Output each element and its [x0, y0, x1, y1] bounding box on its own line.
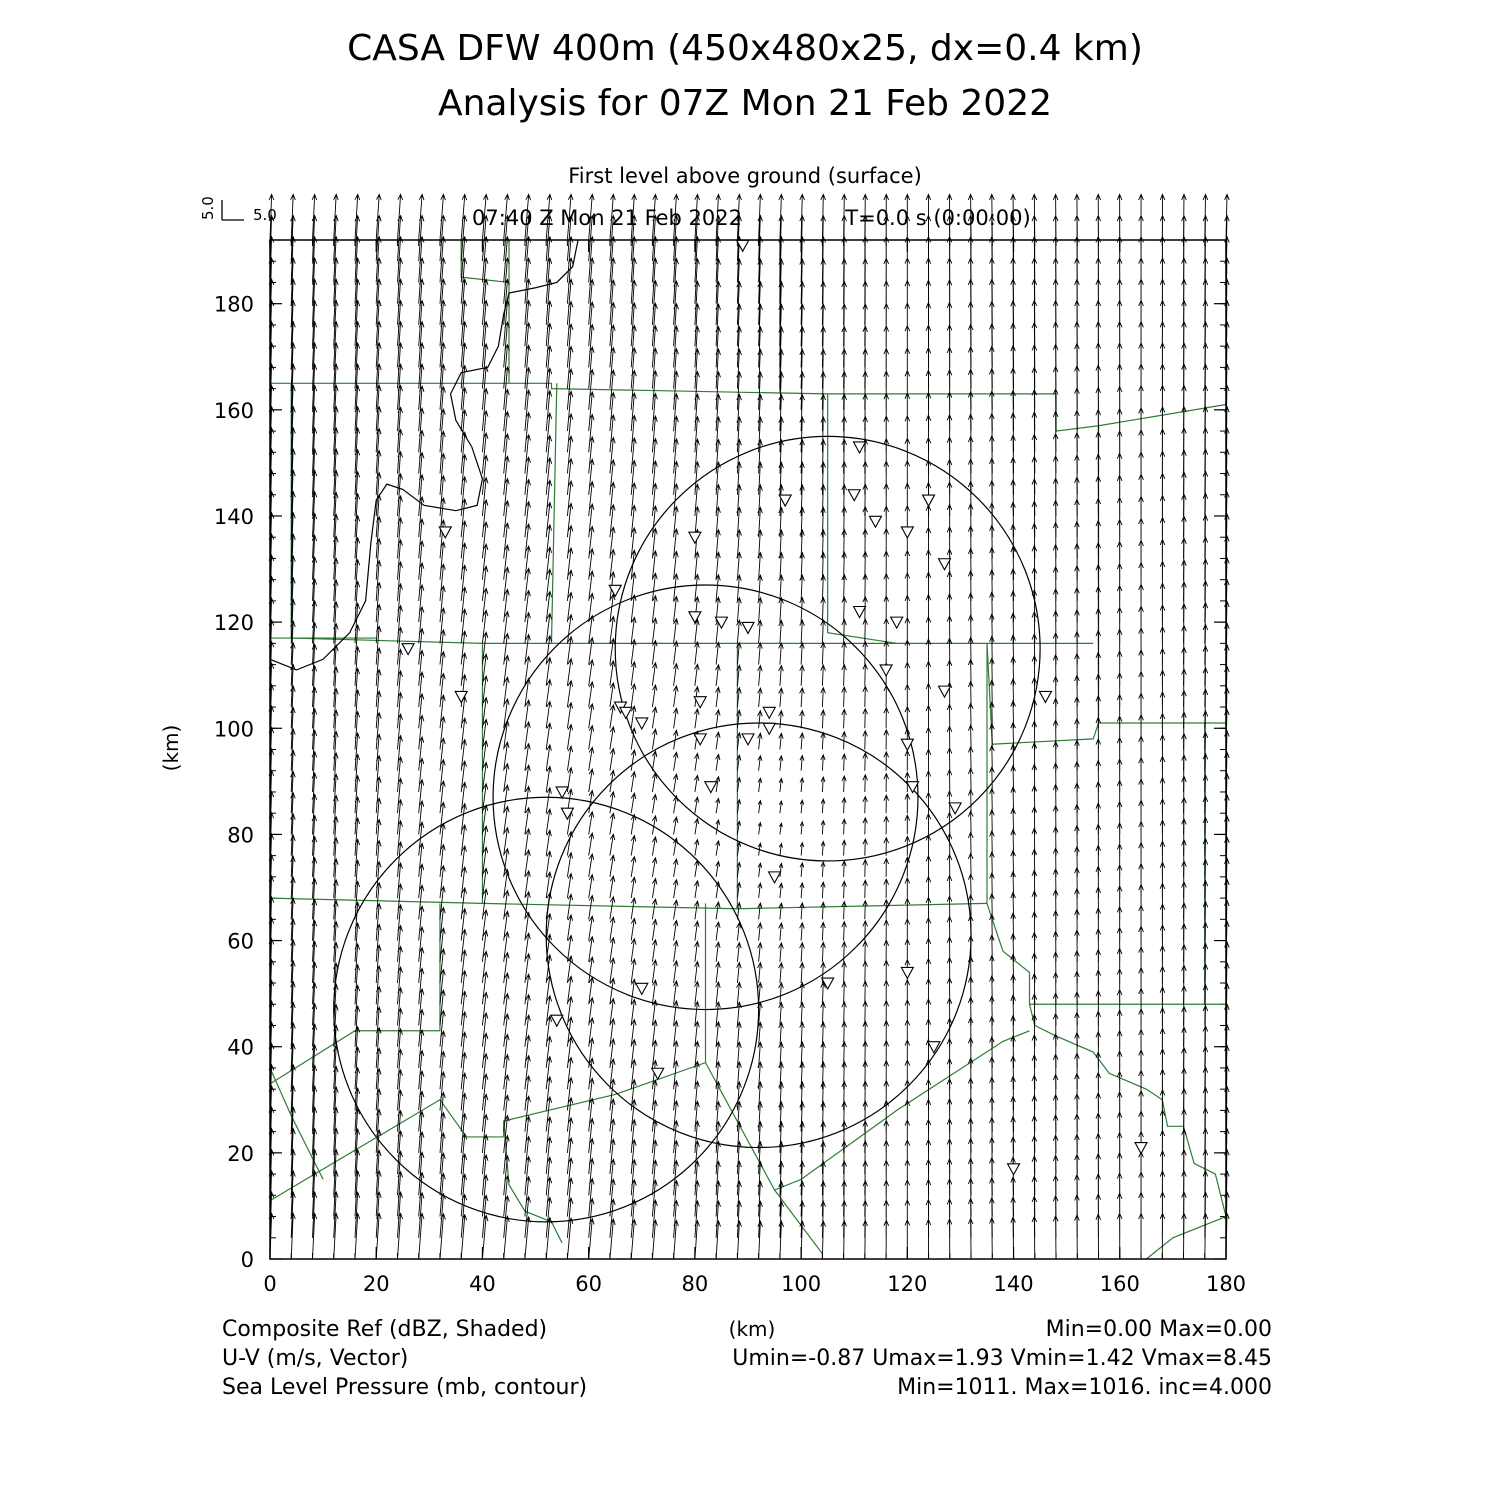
boundary-line: [270, 1068, 323, 1179]
vector-key-u-label: 5.0: [253, 206, 277, 224]
wind-vector-arrows: [269, 194, 1229, 1259]
x-tick-label: 20: [362, 1272, 390, 1296]
y-tick-label: 60: [227, 929, 254, 954]
radar-site-marker: [901, 527, 913, 538]
y-tick-label: 100: [213, 717, 254, 742]
boundary-line: [270, 903, 440, 1083]
x-tick-label: 60: [575, 1272, 603, 1296]
radar-site-marker: [923, 495, 935, 506]
vector-key: [199, 196, 277, 224]
radar-site-marker: [439, 527, 451, 538]
radar-site-marker: [689, 612, 701, 623]
x-tick-label: 180: [1205, 1272, 1247, 1296]
county-boundaries: [270, 240, 1226, 1259]
radar-site-marker: [551, 1015, 563, 1026]
radar-site-marker: [939, 686, 951, 697]
wind-vectors: [269, 194, 1229, 1259]
y-tick-label: 180: [213, 292, 254, 317]
radar-site-marker: [763, 723, 775, 734]
radar-site-marker: [763, 707, 775, 718]
footer-field2-label: U-V (m/s, Vector): [222, 1346, 409, 1371]
radar-site-marker: [848, 490, 860, 501]
y-tick-label: 160: [213, 398, 254, 423]
y-tick-label: 80: [227, 823, 254, 848]
y-tick-label: 20: [227, 1141, 254, 1166]
boundary-line: [551, 383, 556, 643]
radar-site-marker: [1039, 691, 1051, 702]
radar-site-marker: [556, 787, 568, 798]
radar-site-marker: [939, 559, 951, 570]
radar-site-marker: [869, 516, 881, 527]
elapsed-time-label: T=0.0 s (0:00:00): [845, 206, 1031, 230]
x-tick-label: 80: [681, 1272, 709, 1296]
radar-site-marker: [891, 617, 903, 628]
vector-key-v-label: 5.0: [199, 196, 217, 220]
footer-field2-range: Umin=-0.87 Umax=1.93 Vmin=1.42 Vmax=8.45: [732, 1346, 1272, 1371]
footer-field1-range: Min=0.00 Max=0.00: [1045, 1317, 1272, 1342]
x-tick-label: 120: [887, 1272, 928, 1296]
radar-site-marker: [402, 644, 414, 655]
boundary-line: [270, 383, 1056, 394]
boundary-line: [987, 903, 1226, 1216]
radar-site-marker: [949, 803, 961, 814]
y-tick-label: 120: [213, 611, 254, 636]
x-tick-label: 160: [1099, 1272, 1140, 1296]
x-tick-label: 100: [781, 1272, 822, 1296]
y-tick-label: 40: [227, 1035, 254, 1060]
x-tick-label: 0: [263, 1272, 277, 1296]
radar-site-marker: [901, 967, 913, 978]
radar-site-marker: [636, 718, 648, 729]
radar-site-marker: [880, 665, 892, 676]
boundary-line: [1146, 1217, 1226, 1259]
radar-site-marker: [694, 697, 706, 708]
boundary-line: [291, 383, 1093, 643]
footer-field3-label: Sea Level Pressure (mb, contour): [222, 1375, 588, 1400]
level-label: First level above ground (surface): [568, 164, 922, 188]
y-tick-label: 140: [213, 504, 254, 529]
valid-time-label: 07:40 Z Mon 21 Feb 2022: [472, 206, 742, 230]
footer-field1-label: Composite Ref (dBZ, Shaded): [222, 1317, 548, 1342]
radar-site-marker: [636, 983, 648, 994]
radar-site-marker: [620, 707, 632, 718]
boundary-line: [504, 1121, 562, 1243]
radar-site-marker: [1008, 1164, 1020, 1175]
radar-site-marker: [689, 532, 701, 543]
radar-site-marker: [742, 734, 754, 745]
radar-site-marker: [928, 1042, 940, 1053]
x-axis-label: (km): [728, 1317, 776, 1341]
radar-sites: [402, 240, 1147, 1174]
x-tick-label: 40: [469, 1272, 496, 1296]
radar-site-marker: [854, 607, 866, 618]
radar-site-marker: [705, 782, 717, 793]
x-tick-label: 140: [993, 1272, 1034, 1296]
title-line-2: Analysis for 07Z Mon 21 Feb 2022: [437, 83, 1053, 124]
radar-site-marker: [1135, 1143, 1147, 1154]
radar-site-marker: [907, 782, 919, 793]
radar-site-marker: [854, 442, 866, 453]
title-line-1: CASA DFW 400m (450x480x25, dx=0.4 km): [347, 28, 1143, 69]
footer-field3-range: Min=1011. Max=1016. inc=4.000: [897, 1375, 1272, 1400]
y-axis-label: (km): [159, 724, 183, 772]
boundary-line: [504, 903, 706, 1137]
y-tick-label: 0: [240, 1248, 254, 1272]
radar-site-marker: [742, 622, 754, 633]
radar-site-marker: [769, 872, 781, 883]
